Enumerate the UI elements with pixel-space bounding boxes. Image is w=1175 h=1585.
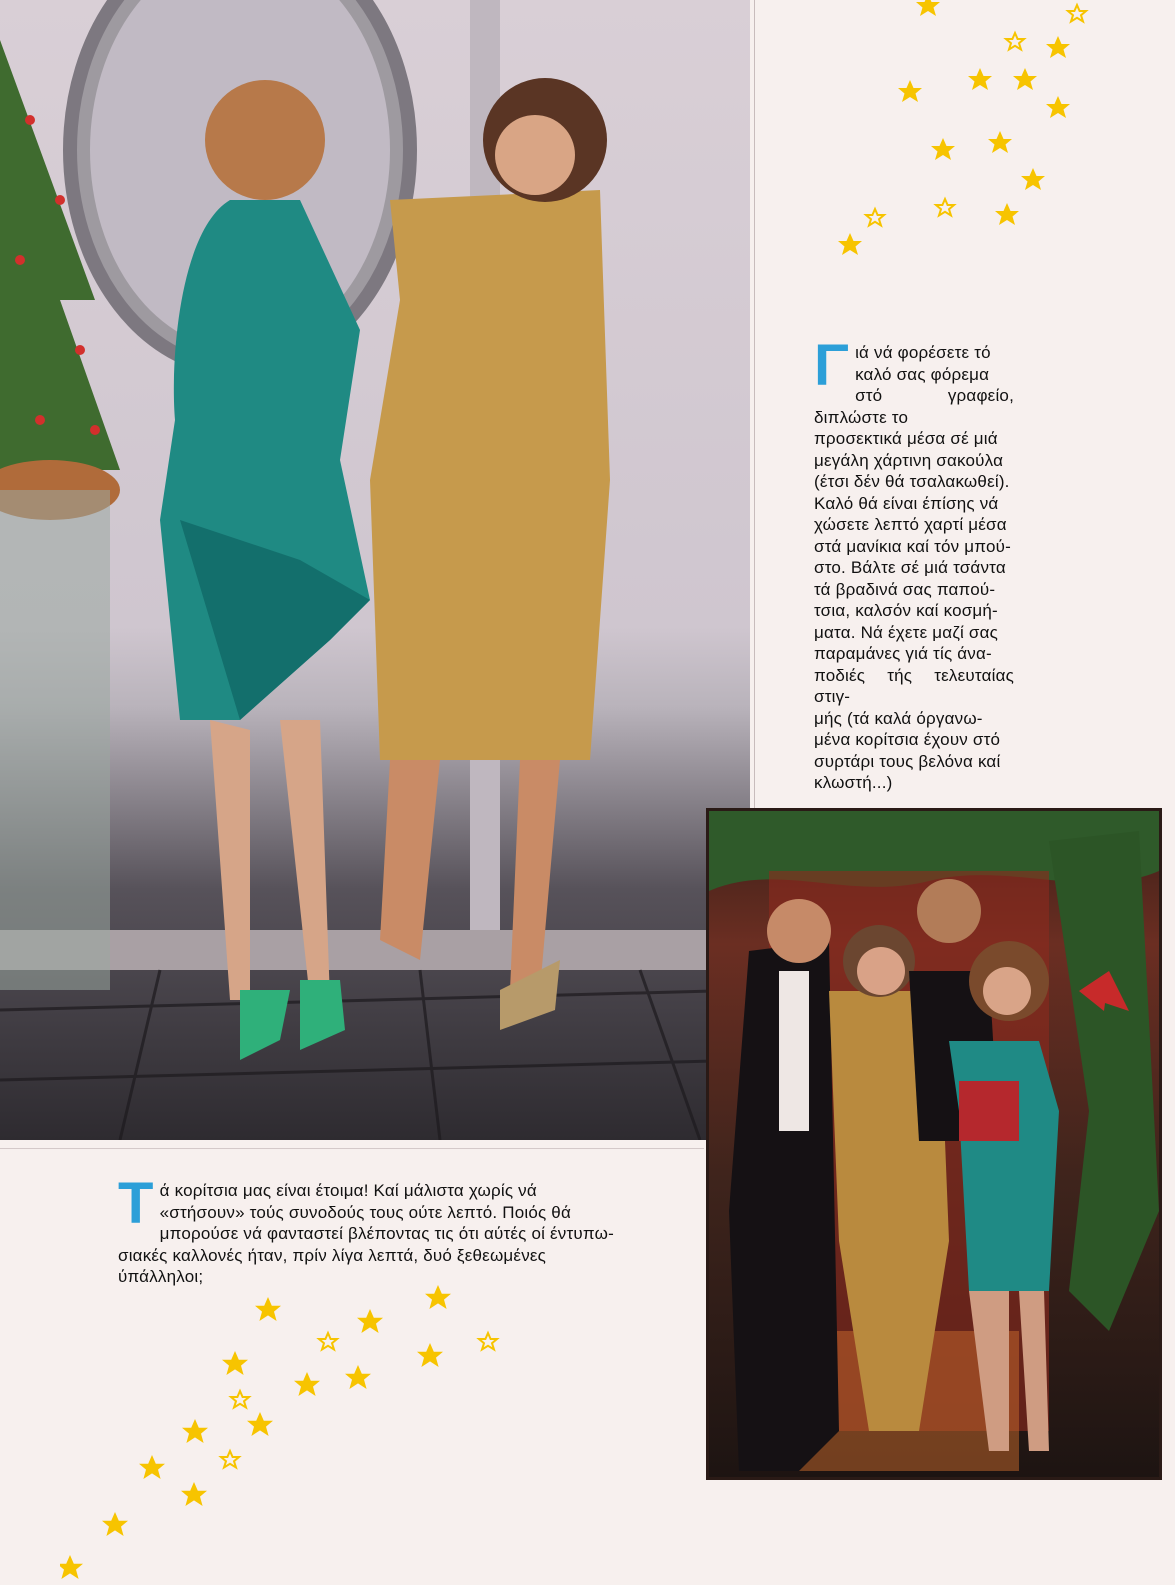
text-line: «στήσουν» τούς συνοδούς τους ούτε λεπτό. Ποιός θά xyxy=(159,1202,571,1222)
article-paragraph-bottom xyxy=(118,1171,638,1288)
star-cluster-top xyxy=(830,0,1090,260)
text-line: μένα κορίτσια έχουν στό xyxy=(814,730,1001,749)
text-line: κλωστή...) xyxy=(814,773,893,792)
text-line: συρτάρι τους βελόνα καί xyxy=(814,751,1001,771)
text-line: παραμάνες γιά τίς άνα- xyxy=(814,644,992,663)
drop-cap: Γ xyxy=(814,333,850,398)
section-divider xyxy=(0,1148,704,1149)
text-line: ποδιές τής τελευταίας στιγ- xyxy=(814,665,1014,706)
text-line: ιά νά φορέσετε τό xyxy=(855,343,991,362)
star-outline-icon xyxy=(221,1333,497,1468)
text-line: στο. Βάλτε σέ μιά τσάντα xyxy=(814,558,1006,577)
photo-bottom-illustration xyxy=(709,811,1159,1477)
column-divider xyxy=(754,0,755,808)
text-line: προσεκτικά μέσα σέ μιά xyxy=(814,429,998,448)
text-line: χώσετε λεπτό χαρτί μέσα xyxy=(814,515,1007,534)
text-line: στά μανίκια καί τόν μπού- xyxy=(814,536,1011,556)
text-line: μπορούσε νά φανταστεί βλέποντας τις ότι αύτές οί έντυπω- xyxy=(159,1224,614,1243)
text-line: μής (τά καλά όργανω- xyxy=(814,708,983,728)
text-line: τσια, καλσόν καί κοσμή- xyxy=(814,601,998,620)
star-cluster-bottom xyxy=(60,1280,520,1580)
text-line: ύπάλληλοι; xyxy=(118,1267,204,1286)
photo-two-couples xyxy=(706,808,1162,1480)
text-line: ματα. Νά έχετε μαζί σας xyxy=(814,622,999,642)
star-icon xyxy=(838,0,1070,255)
text-line: ά κορίτσια μας είναι έτοιμα! Καί μάλιστα χωρίς νά xyxy=(159,1181,537,1200)
drop-cap: Τ xyxy=(118,1171,154,1236)
text-line: καλό σας φόρεμα xyxy=(855,364,990,384)
text-line: τά βραδινά σας παπού- xyxy=(814,579,996,599)
text-line: (έτσι δέν θά τσαλακωθεί). xyxy=(814,472,1010,491)
photo-two-women xyxy=(0,0,750,1140)
star-icon xyxy=(60,1285,451,1579)
photo-top-illustration xyxy=(0,0,750,1140)
text-line: Καλό θά είναι έπίσης νά xyxy=(814,493,999,513)
text-line: μεγάλη χάρτινη σακούλα xyxy=(814,450,1004,470)
text-line: στό γραφείο, διπλώστε το xyxy=(814,386,1014,427)
text-line: σιακές καλλονές ήταν, πρίν λίγα λεπτά, δυό ξεθεωμένες xyxy=(118,1245,547,1265)
article-paragraph-right xyxy=(814,333,1014,794)
